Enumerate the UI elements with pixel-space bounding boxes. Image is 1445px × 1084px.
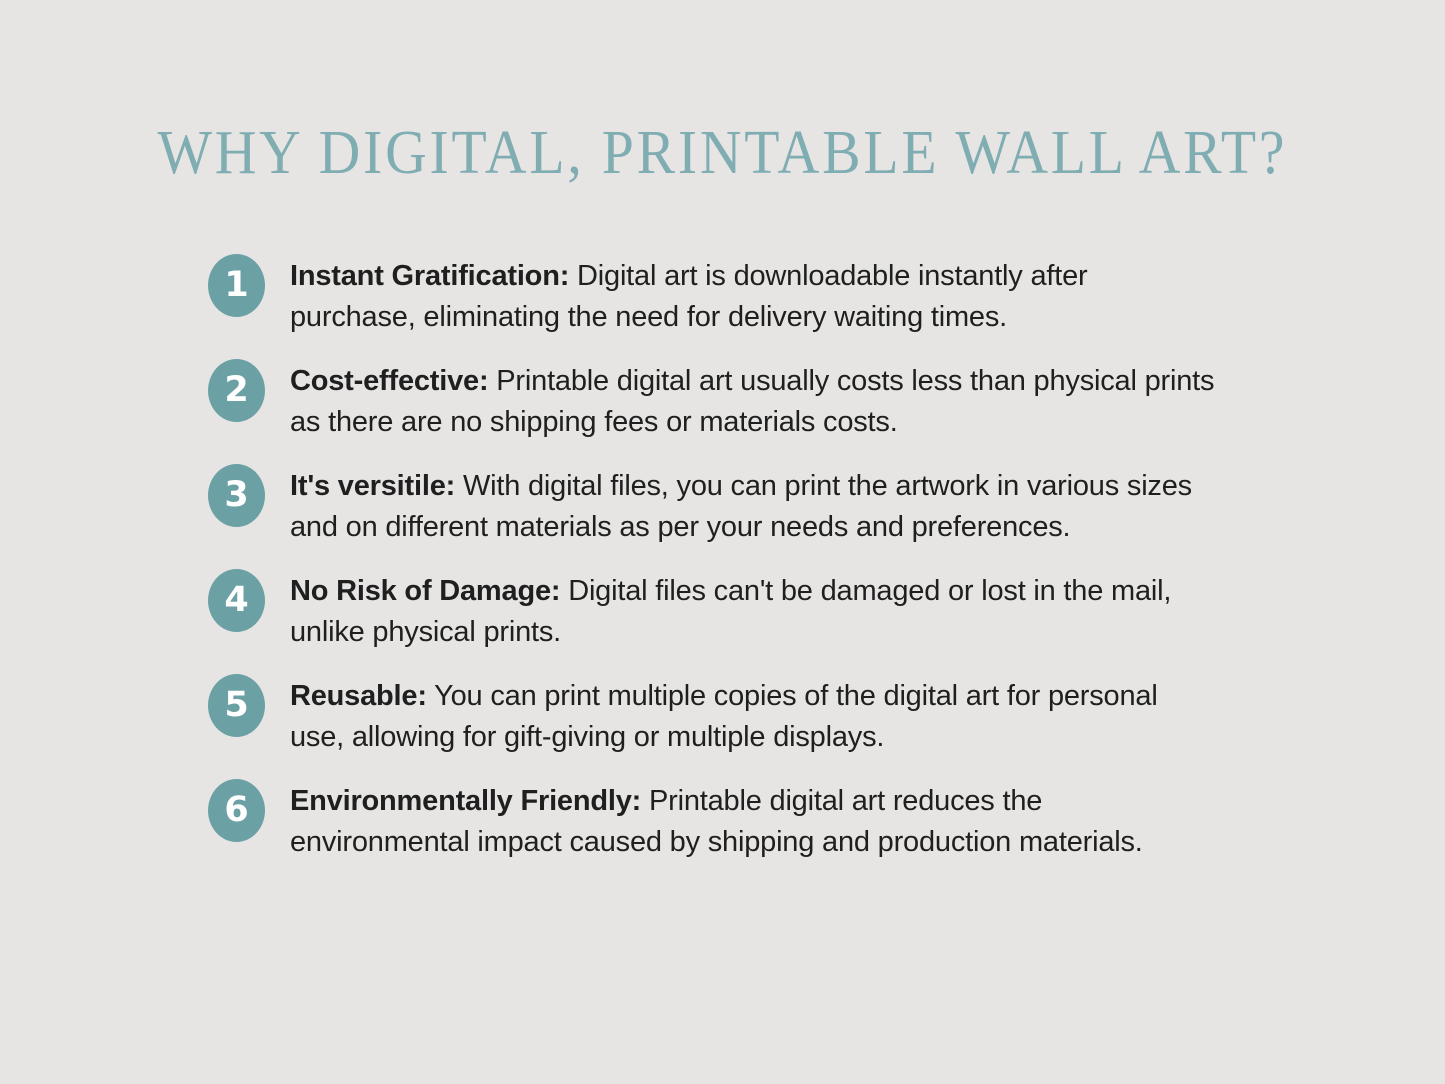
list-item-label: It's versitile: bbox=[290, 470, 456, 502]
list-item bbox=[208, 256, 1218, 338]
page-title: WHY DIGITAL, PRINTABLE WALL ART? bbox=[157, 119, 1288, 187]
number-badge: 5 bbox=[208, 674, 265, 737]
list-item bbox=[208, 781, 1218, 863]
list-item-body: With digital files, you can print the artwork in various sizes and on different materials as per your needs and preferences. bbox=[290, 470, 1192, 543]
list-item bbox=[208, 571, 1218, 653]
benefits-list bbox=[208, 256, 1218, 863]
header bbox=[0, 0, 1445, 187]
list-item-text bbox=[290, 571, 1218, 653]
list-item bbox=[208, 676, 1218, 758]
list-item-text bbox=[290, 676, 1218, 758]
list-item-text bbox=[290, 256, 1218, 338]
number-badge: 3 bbox=[208, 464, 265, 527]
list-item-label: No Risk of Damage: bbox=[290, 575, 561, 607]
list-item-label: Cost-effective: bbox=[290, 365, 489, 397]
list-item-body: Printable digital art usually costs less than physical prints as there are no shipping fees or materials costs. bbox=[290, 365, 1215, 438]
list-item-body: You can print multiple copies of the digital art for personal use, allowing for gift-giving or multiple displays. bbox=[290, 680, 1158, 753]
list-item-text bbox=[290, 781, 1218, 863]
list-item bbox=[208, 466, 1218, 548]
list-item-text bbox=[290, 361, 1218, 443]
list-item bbox=[208, 361, 1218, 443]
list-item-text bbox=[290, 466, 1218, 548]
list-item-label: Instant Gratification: bbox=[290, 260, 570, 292]
list-item-body: Digital art is downloadable instantly after purchase, eliminating the need for delivery waiting times. bbox=[290, 260, 1088, 333]
list-item-label: Reusable: bbox=[290, 680, 427, 712]
number-badge: 1 bbox=[208, 254, 265, 317]
number-badge: 4 bbox=[208, 569, 265, 632]
number-badge: 2 bbox=[208, 359, 265, 422]
list-item-label: Environmentally Friendly: bbox=[290, 785, 642, 817]
number-badge: 6 bbox=[208, 779, 265, 842]
list-item-body: Digital files can't be damaged or lost in the mail, unlike physical prints. bbox=[290, 575, 1172, 648]
list-item-body: Printable digital art reduces the environmental impact caused by shipping and production materials. bbox=[290, 785, 1143, 858]
